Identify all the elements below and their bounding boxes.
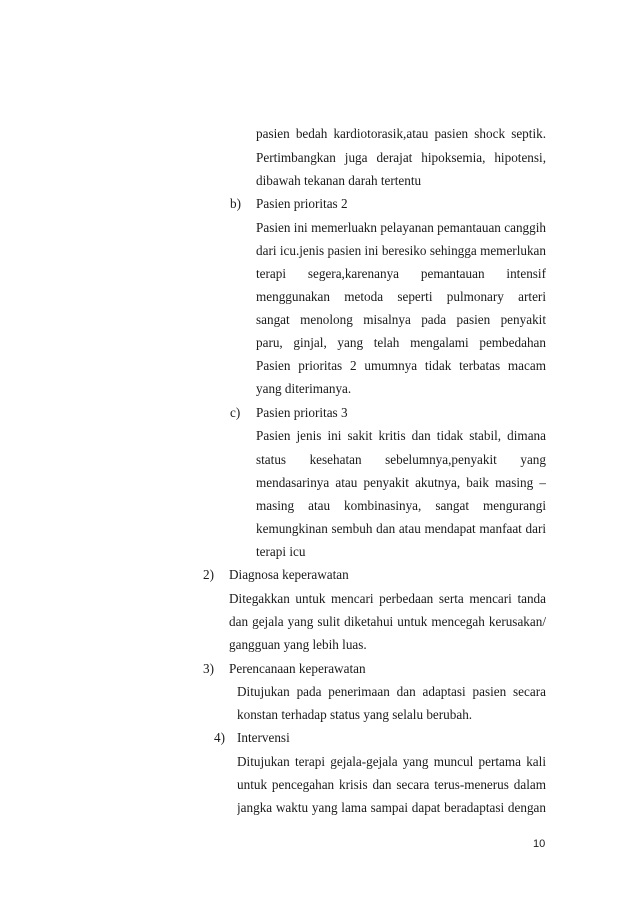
list-marker: 4) — [214, 730, 225, 745]
list-item-title: Pasien prioritas 2 — [256, 196, 348, 211]
paragraph-line: menggunakan metoda seperti pulmonary arteri — [256, 289, 546, 304]
list-marker: c) — [230, 405, 241, 420]
page-number: 10 — [533, 838, 546, 850]
continuation-line: dibawah tekanan darah tertentu — [256, 173, 422, 188]
list-item-title: Diagnosa keperawatan — [229, 567, 349, 582]
paragraph-line: masing atau kombinasinya, sangat mengurangi — [256, 498, 546, 513]
list-marker: 3) — [203, 661, 214, 676]
paragraph-line: terapi icu — [256, 544, 306, 559]
paragraph-line: Pasien ini memerluakn pelayanan pemantauan canggih — [256, 220, 546, 235]
paragraph-line: mendasarinya atau penyakit akutnya, baik masing – — [256, 475, 546, 490]
list-item-title: Pasien prioritas 3 — [256, 405, 348, 420]
paragraph-line: konstan terhadap status yang selalu berubah. — [237, 707, 473, 722]
list-item-title: Perencanaan keperawatan — [229, 661, 366, 676]
list-marker: 2) — [203, 567, 214, 582]
continuation-line: Pertimbangkan juga derajat hipoksemia, hipotensi, — [256, 150, 546, 165]
paragraph-line: paru, ginjal, yang telah mengalami pembedahan — [256, 335, 546, 350]
paragraph-line: Pasien prioritas 2 umumnya tidak terbatas macam — [256, 358, 546, 373]
paragraph-line: Ditegakkan untuk mencari perbedaan serta mencari tanda — [229, 591, 546, 606]
paragraph-line: yang diterimanya. — [256, 381, 352, 396]
list-item-title: Intervensi — [237, 730, 290, 745]
paragraph-line: Pasien jenis ini sakit kritis dan tidak stabil, dimana — [256, 428, 546, 443]
paragraph-line: kemungkinan sembuh dan atau mendapat manfaat dari — [256, 521, 546, 536]
paragraph-line: dari icu.jenis pasien ini beresiko sehingga memerlukan — [256, 243, 546, 258]
paragraph-line: sangat menolong misalnya pada pasien penyakit — [256, 312, 546, 327]
paragraph-line: dan gejala yang sulit diketahui untuk mencegah kerusakan/ — [229, 614, 546, 629]
paragraph-line: untuk pencegahan krisis dan secara terus-menerus dalam — [237, 777, 546, 792]
paragraph-line: status kesehatan sebelumnya,penyakit yang — [256, 452, 546, 467]
paragraph-line: Ditujukan terapi gejala-gejala yang muncul pertama kali — [237, 754, 546, 769]
paragraph-line: jangka waktu yang lama sampai dapat beradaptasi dengan — [237, 800, 546, 815]
paragraph-line: terapi segera,karenanya pemantauan intensif — [256, 266, 546, 281]
list-marker: b) — [230, 196, 241, 211]
paragraph-line: gangguan yang lebih luas. — [229, 637, 367, 652]
continuation-line: pasien bedah kardiotorasik,atau pasien shock septik. — [256, 126, 546, 141]
paragraph-line: Ditujukan pada penerimaan dan adaptasi pasien secara — [237, 684, 546, 699]
